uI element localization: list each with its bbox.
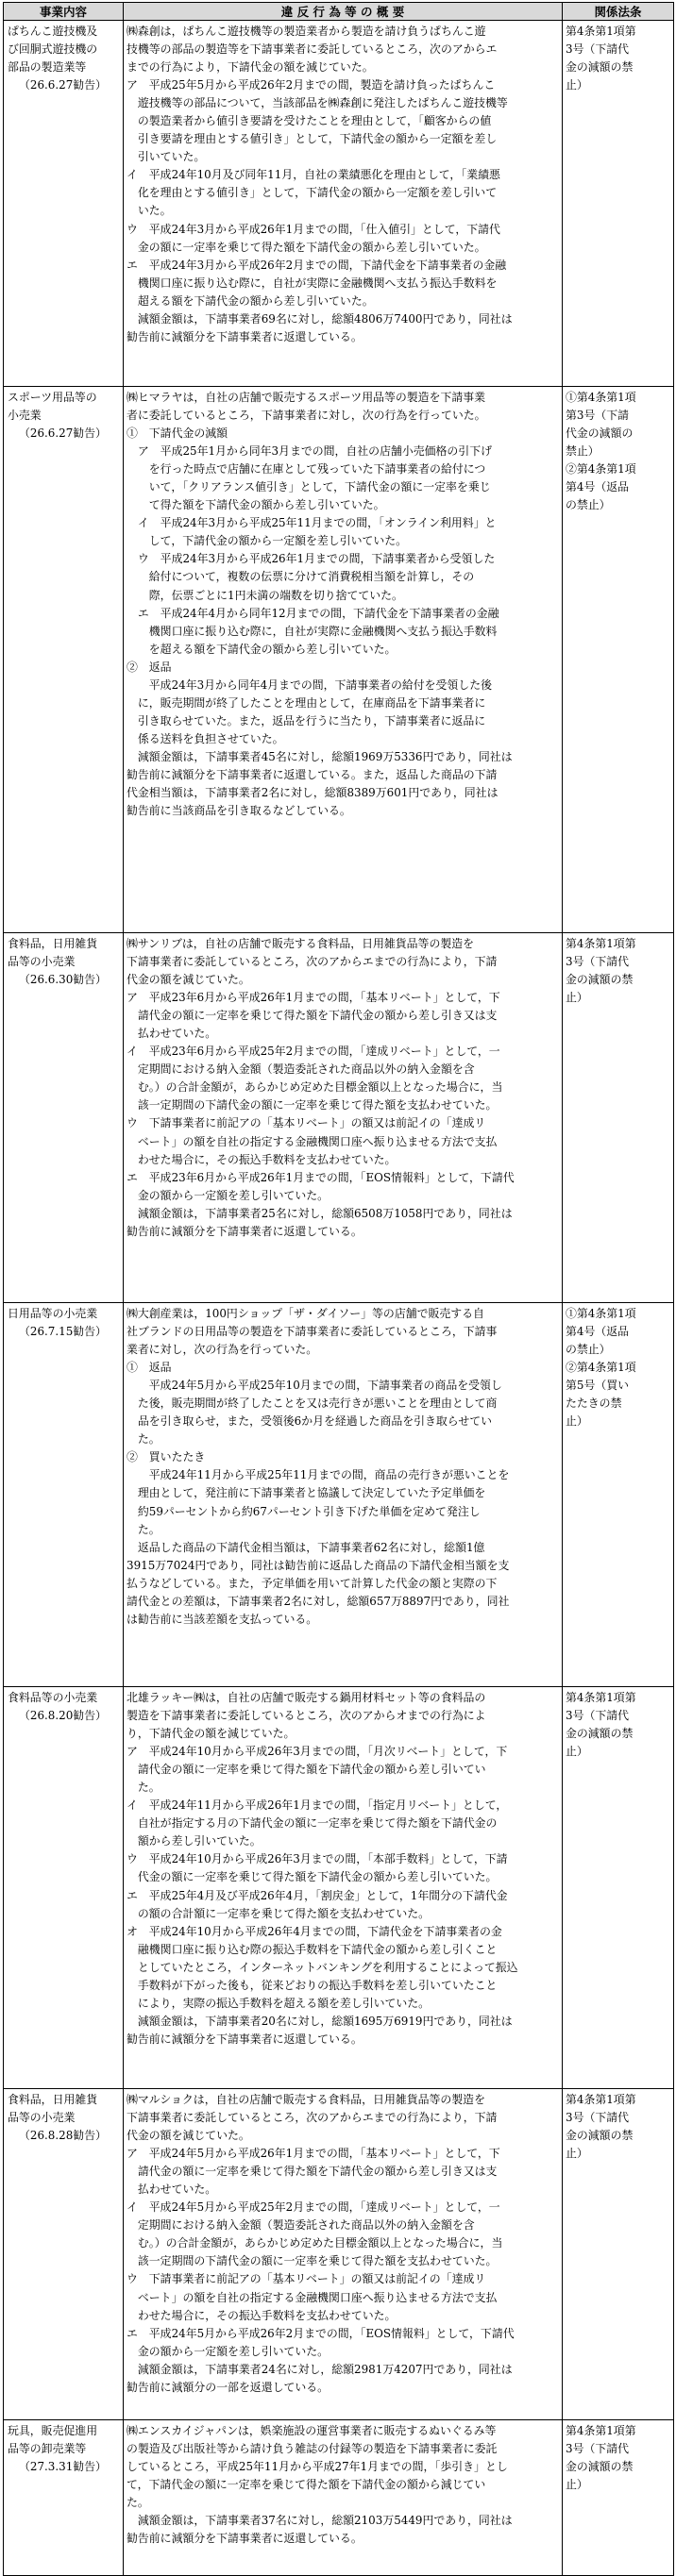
- summary-line: 勧告前に減額分の一部を返還している。: [127, 2380, 330, 2394]
- summary-line: 業者に対し，次の行為を行っていた。: [127, 1343, 318, 1357]
- summary-line: 請代金の額に一定率を乗じて得た額を下請代金の額から差し引き又は支: [127, 1009, 498, 1023]
- summary-line: ア 平成23年6月から平成26年1月までの間，「基本リベート」として，下: [127, 991, 500, 1005]
- law-article-cell: [563, 21, 674, 387]
- summary-line: 遊技機等の部品について，当該部品を㈱森創に発注したぱちんこ遊技機等: [127, 96, 508, 110]
- summary-line: ベート」の額を自社の指定する金融機関口座へ振り込ませる方法で支払: [127, 1134, 498, 1148]
- summary-line: わせた場合に，その振込手数料を支払わせていた。: [127, 2308, 397, 2322]
- business-line: 品等の小売業: [8, 2111, 76, 2125]
- business-line: 部品の製造業等: [8, 60, 87, 75]
- summary-line: 機関口座に振り込む際に，自社が実際に金融機関へ支払う振込手数料を: [127, 276, 498, 290]
- summary-line: 減額金額は，下請事業者45名に対し，総額1969万5336円であり，同社は: [127, 749, 513, 763]
- violation-summary-cell: [124, 387, 563, 933]
- recommendation-date: （26.6.30勧告）: [19, 973, 107, 987]
- law-line: 代金の減額の: [566, 427, 634, 441]
- table-body: [4, 21, 674, 2576]
- summary-line: 勧告前に減額分を下請事業者に返還している。: [127, 1224, 363, 1238]
- law-line: 金の減額の禁: [566, 973, 634, 987]
- summary-line: ウ 平成24年3月から平成26年1月までの間，下請事業者から受領した: [127, 552, 496, 566]
- business-line: 小売業: [8, 409, 42, 423]
- summary-line: 請代金の額に一定率を乗じて得た額を下請代金の額から差し引いてい: [127, 1763, 486, 1777]
- summary-line: 化を理由とする値引き」として，下請代金の額から一定額を差し引いて: [127, 186, 498, 200]
- law-line: 止）: [566, 2478, 588, 2492]
- summary-line: 代金の額に一定率を乗じて得た額を下請代金の額から差し引いていた。: [127, 1870, 498, 1884]
- summary-line: は勧告前に当該差額を支払っている。: [127, 1612, 318, 1626]
- header-violation: 違 反 行 為 等 の 概 要: [124, 3, 563, 21]
- business-line: スポーツ用品等の: [8, 391, 97, 404]
- summary-line: イ 平成24年10月及び同年11月，自社の業績悪化を理由として，「業績悪: [127, 168, 500, 182]
- summary-line: 勧告前に減額分を下請事業者に返還している。: [127, 329, 363, 343]
- summary-line: 定期間における納入金額（製造委託された商品以外の納入金額を含: [127, 1062, 475, 1077]
- law-line: の禁止）: [566, 498, 611, 512]
- summary-line: ㈱森創は，ぱちんこ遊技機等の製造業者から製造を請け負うぱちんこ遊: [127, 25, 486, 38]
- summary-line: 額から差し引いていた。: [127, 1834, 262, 1848]
- summary-line: エ 平成23年6月から平成26年1月までの間，「EOS情報料」として，下請代: [127, 1170, 515, 1184]
- violation-summary-cell: [124, 1687, 563, 2089]
- law-line: の禁止）: [566, 1343, 611, 1357]
- business-cell: [4, 2089, 124, 2420]
- business-cell: [4, 387, 124, 933]
- law-line: 第4条第1項第: [566, 2093, 636, 2106]
- law-line: 止）: [566, 1745, 588, 1759]
- summary-line: ㈱ヒマラヤは，自社の店舗で販売するスポーツ用品等の製造を下請事業: [127, 391, 486, 404]
- law-line: 第4条第1項第: [566, 2424, 636, 2437]
- summary-line: た。: [127, 1432, 161, 1447]
- summary-line: イ 平成24年3月から平成25年11月までの間，「オンライン利用料」と: [127, 516, 497, 530]
- recommendation-date: （26.6.27勧告）: [19, 427, 107, 441]
- summary-line: ア 平成24年10月から平成26年3月までの間，「月次リベート」として，下: [127, 1745, 508, 1759]
- summary-line: 給付について，複数の伝票に分けて消費税相当額を計算し，その: [127, 570, 475, 584]
- summary-line: 引いていた。: [127, 150, 206, 164]
- law-line: 第4条第1項第: [566, 1691, 636, 1704]
- summary-line: としていたところ，インターネットバンキングを利用することによって振込: [127, 1960, 518, 1974]
- summary-line: 下請事業者に委託しているところ，次のアからエまでの行為により，下請: [127, 955, 498, 969]
- summary-line: 平成24年5月から平成25年10月までの間，下請事業者の商品を受領し: [127, 1379, 502, 1393]
- summary-line: 勧告前に減額分を下請事業者に返還している。: [127, 2532, 363, 2546]
- violation-summary-cell: [124, 2420, 563, 2576]
- table-row: [4, 21, 674, 387]
- summary-line: 代金の額を減じていた。: [127, 2129, 250, 2143]
- summary-line: エ 平成24年4月から同年12月までの間，下請代金を下請事業者の金融: [127, 606, 499, 620]
- summary-line: 超える額を下請代金の額から差し引いていた。: [127, 293, 374, 308]
- summary-line: イ 平成23年6月から平成25年2月までの間，「達成リベート」として，一: [127, 1045, 500, 1059]
- summary-line: 代金の額を減じていた。: [127, 973, 250, 987]
- summary-line: 減額金額は，下請事業者20名に対し，総額1695万6919円であり，同社は: [127, 2014, 513, 2028]
- law-line: 止）: [566, 1414, 588, 1429]
- summary-line: た。: [127, 1522, 161, 1536]
- summary-line: 払わせていた。: [127, 2183, 217, 2197]
- summary-line: 品を引き取らせ，また，受領後6か月を経過した商品を引き取らせてい: [127, 1414, 492, 1429]
- summary-line: て，下請代金の額に一定率を乗じて得た額を下請代金の額から減じてい: [127, 2478, 486, 2492]
- summary-line: いて，「クリアランス値引き」として，下請代金の額に一定率を乗じ: [127, 480, 491, 494]
- summary-line: ウ 平成24年3月から平成26年1月までの間，「仕入値引」として，下請代: [127, 222, 500, 236]
- law-line: 3号（下請代: [566, 2442, 630, 2456]
- summary-line: 請代金の額に一定率を乗じて得た額を下請代金の額から差し引き又は支: [127, 2165, 498, 2179]
- summary-line: 減額金額は，下請事業者25名に対し，総額6508万1058円であり，同社は: [127, 1206, 513, 1220]
- summary-line: ウ 下請事業者に前記アの「基本リベート」の額又は前記イの「達成リ: [127, 1116, 486, 1130]
- business-line: 日用品等の小売業: [8, 1307, 98, 1320]
- table-row: [4, 2089, 674, 2420]
- summary-line: ② 返品: [127, 660, 172, 674]
- law-line: 第5号（買い: [566, 1379, 630, 1393]
- law-line: 止）: [566, 78, 588, 92]
- business-line: 食料品等の小売業: [8, 1691, 98, 1704]
- business-line: 玩具，販売促進用: [8, 2424, 98, 2437]
- summary-line: た後，販売期間が終了したことを又は売行きが悪いことを理由として商: [127, 1397, 498, 1411]
- summary-line: 請代金との差額は，下請事業者2名に対し，総額657万8897円であり，同社: [127, 1594, 510, 1608]
- law-line: 第3号（下請: [566, 409, 630, 423]
- recommendation-date: （27.3.31勧告）: [19, 2460, 107, 2474]
- summary-line: により，実際の振込手数料を超える額を差し引いていた。: [127, 1996, 431, 2010]
- summary-line: 平成24年11月から平成25年11月までの間，商品の売行きが悪いことを: [127, 1468, 510, 1482]
- business-line: び回胴式遊技機の: [8, 42, 98, 57]
- summary-line: 代金相当額は，下請事業者2名に対し，総額8389万601円であり，同社は: [127, 786, 499, 800]
- law-line: 金の減額の禁: [566, 60, 634, 75]
- law-line: 第4号（返品: [566, 1325, 630, 1339]
- header-business: 事業内容: [4, 3, 124, 21]
- summary-line: イ 平成24年5月から平成25年2月までの間，「達成リベート」として，一: [127, 2200, 500, 2215]
- law-line: 第4条第1項第: [566, 937, 636, 950]
- law-line: 金の減額の禁: [566, 1727, 634, 1741]
- law-line: ①第4条第1項: [566, 1307, 636, 1320]
- summary-line: 際，伝票ごとに1円未満の端数を切り捨てていた。: [127, 588, 403, 602]
- law-line: 金の減額の禁: [566, 2460, 634, 2474]
- violation-summary-cell: [124, 2089, 563, 2420]
- law-article-cell: [563, 933, 674, 1303]
- summary-line: 約59パーセントから約67パーセント引き下げた単価を定めて発注し: [127, 1504, 481, 1518]
- summary-line: ア 平成25年1月から同年3月までの間，自社の店舗小売価格の引下げ: [127, 444, 492, 459]
- violation-summary-cell: [124, 21, 563, 387]
- summary-line: して，下請代金の額から一定額を差し引いていた。: [127, 534, 408, 548]
- summary-line: 3915万7024円であり，同社は勧告前に返品した商品の下請代金相当額を支: [127, 1558, 510, 1572]
- summary-line: む。）の合計金額が，あらかじめ定めた目標金額以上となった場合に，当: [127, 1080, 503, 1095]
- summary-line: 平成24年3月から同年4月までの間，下請事業者の給付を受領した後: [127, 677, 492, 692]
- summary-line: 減額金額は，下請事業者69名に対し，総額4806万7400円であり，同社は: [127, 311, 513, 326]
- summary-line: 金の額から一定額を差し引いていた。: [127, 1188, 330, 1202]
- summary-line: ベート」の額を自社の指定する金融機関口座へ振り込ませる方法で支払: [127, 2290, 498, 2304]
- summary-line: 定期間における納入金額（製造委託された商品以外の納入金額を含: [127, 2218, 475, 2233]
- summary-line: ㈱エンスカイジャパンは，娯楽施設の運営事業者に販売するぬいぐるみ等: [127, 2424, 497, 2437]
- summary-line: 減額金額は，下請事業者24名に対し，総額2981万4207円であり，同社は: [127, 2362, 513, 2376]
- summary-line: エ 平成25年4月及び平成26年4月，「割戻金」として，1年間分の下請代金: [127, 1888, 508, 1902]
- summary-line: む。）の合計金額が，あらかじめ定めた目標金額以上となった場合に，当: [127, 2236, 503, 2250]
- summary-line: しているところ，平成25年11月から平成27年1月までの間，「歩引き」とし: [127, 2460, 508, 2474]
- law-line: 第4号（返品: [566, 480, 630, 494]
- summary-line: り，下請代金の額を減じていた。: [127, 1727, 296, 1741]
- summary-line: 引き取らせていた。また，返品を行うに当たり，下請事業者に返品に: [127, 713, 486, 728]
- summary-line: 手数料が下がった後も，従来どおりの振込手数料を差し引いていたこと: [127, 1978, 498, 1992]
- recommendation-date: （26.8.20勧告）: [19, 1709, 107, 1723]
- summary-line: ㈱マルショクは，自社の店舗で販売する食料品，日用雑貨品等の製造を: [127, 2093, 485, 2106]
- table-header-row: [4, 3, 674, 21]
- summary-line: を行った時点で店舗に在庫として残っていた下請事業者の給付につ: [127, 462, 486, 477]
- summary-line: た。: [127, 1781, 161, 1795]
- law-line: ①第4条第1項: [566, 391, 636, 404]
- business-line: 食料品，日用雑貨: [8, 2093, 98, 2106]
- violation-cases-table: [3, 2, 674, 2576]
- summary-line: た。: [127, 2496, 149, 2510]
- summary-line: 金の額に一定率を乗じて得た額を下請代金の額から差し引いていた。: [127, 240, 486, 254]
- summary-line: 技機等の部品の製造等を下請事業者に委託しているところ，次のアからエ: [127, 42, 498, 57]
- summary-line: 勧告前に当該商品を引き取るなどしている。: [127, 804, 351, 818]
- table-row: [4, 387, 674, 933]
- summary-line: までの行為により，下請代金の額を減じていた。: [127, 60, 374, 75]
- summary-line: の製造及び出版社等から請け負う雑誌の付録等の製造を下請事業者に委託: [127, 2442, 498, 2456]
- business-cell: [4, 21, 124, 387]
- summary-line: ア 平成25年5月から平成26年2月までの間，製造を請け負ったぱちんこ: [127, 78, 496, 92]
- violation-summary-cell: [124, 1303, 563, 1687]
- summary-line: 払うなどしている。また，予定単価を用いて計算した代金の額と実際の下: [127, 1576, 498, 1590]
- law-article-cell: [563, 387, 674, 933]
- summary-line: 社ブランドの日用品等の製造を下請事業者に委託しているところ，下請事: [127, 1325, 498, 1339]
- summary-line: に，販売期間が終了したことを理由として，在庫商品を下請事業者に: [127, 695, 486, 710]
- law-line: 第4条第1項第: [566, 25, 636, 38]
- header-law: 関係法条: [563, 3, 674, 21]
- business-cell: [4, 1687, 124, 2089]
- summary-line: の製造業者から値引き要請を受けたことを理由として，「顧客からの値: [127, 114, 492, 128]
- summary-line: 下請事業者に委託しているところ，次のアからエまでの行為により，下請: [127, 2111, 498, 2125]
- law-article-cell: [563, 1687, 674, 2089]
- summary-line: 係る送料を負担させていた。: [127, 731, 284, 745]
- recommendation-date: （26.8.28勧告）: [19, 2129, 107, 2143]
- business-line: 品等の小売業: [8, 955, 76, 969]
- table-row: [4, 1687, 674, 2089]
- recommendation-date: （26.7.15勧告）: [19, 1325, 107, 1339]
- business-line: 食料品，日用雑貨: [8, 937, 98, 950]
- summary-line: ㈱大創産業は，100円ショップ「ザ・ダイソー」等の店舗で販売する自: [127, 1307, 484, 1320]
- summary-line: 自社が指定する月の下請代金の額に一定率を乗じて得た額を下請代金の: [127, 1816, 498, 1831]
- law-line: 3号（下請代: [566, 2111, 630, 2125]
- business-line: 品等の卸売業等: [8, 2442, 87, 2456]
- summary-line: ウ 平成24年10月から平成26年3月までの間，「本部手数料」として，下請: [127, 1852, 508, 1866]
- summary-line: 払わせていた。: [127, 1027, 217, 1041]
- summary-line: 製造を下請事業者に委託しているところ，次のアからオまでの行為によ: [127, 1709, 486, 1723]
- summary-line: ㈱サンリブは，自社の店舗で販売する食料品，日用雑貨品等の製造を: [127, 937, 475, 950]
- table-row: [4, 2420, 674, 2576]
- law-line: 金の減額の禁: [566, 2129, 634, 2143]
- business-cell: [4, 2420, 124, 2576]
- law-line: たたきの禁: [566, 1397, 622, 1411]
- law-line: 止）: [566, 991, 588, 1005]
- summary-line: エ 平成24年3月から平成26年2月までの間，下請代金を下請事業者の金融: [127, 258, 507, 272]
- summary-line: て得た額を下請代金の額から差し引いていた。: [127, 498, 385, 512]
- summary-line: 返品した商品の下請代金相当額は，下請事業者62名に対し，総額1億: [127, 1540, 485, 1554]
- business-cell: [4, 933, 124, 1303]
- recommendation-date: （26.6.27勧告）: [19, 78, 107, 92]
- law-article-cell: [563, 1303, 674, 1687]
- summary-line: いた。: [127, 204, 172, 218]
- law-line: ②第4条第1項: [566, 1361, 636, 1375]
- summary-line: の額の合計額に一定率を乗じて得た額を支払わせていた。: [127, 1906, 431, 1920]
- law-line: 3号（下請代: [566, 42, 630, 57]
- summary-line: ウ 下請事業者に前記アの「基本リベート」の額又は前記イの「達成リ: [127, 2272, 486, 2286]
- law-line: 3号（下請代: [566, 955, 630, 969]
- summary-line: 該一定期間の下請代金の額に一定率を乗じて得た額を支払わせていた。: [127, 2254, 498, 2268]
- summary-line: オ 平成24年10月から平成26年4月までの間，下請代金を下請事業者の金: [127, 1924, 502, 1938]
- table-row: [4, 933, 674, 1303]
- summary-line: 融機関口座に振り込む際の振込手数料を下請代金の額から差し引くこと: [127, 1942, 498, 1956]
- business-line: ぱちんこ遊技機及: [8, 25, 98, 38]
- summary-line: を超える額を下請代金の額から差し引いていた。: [127, 642, 397, 656]
- summary-line: ② 買いたたき: [127, 1450, 206, 1464]
- summary-line: イ 平成24年11月から平成26年1月までの間，「指定月リベート」として，: [127, 1798, 508, 1813]
- summary-line: 理由として，発注前に下請事業者と協議して決定していた予定単価を: [127, 1486, 486, 1500]
- summary-line: 勧告前に減額分を下請事業者に返還している。: [127, 2032, 363, 2046]
- summary-line: 該一定期間の下請代金の額に一定率を乗じて得た額を支払わせていた。: [127, 1098, 498, 1112]
- table-row: [4, 1303, 674, 1687]
- law-line: 禁止）: [566, 444, 600, 459]
- violation-summary-cell: [124, 933, 563, 1303]
- summary-line: 勧告前に減額分を下請事業者に返還している。また，返品した商品の下請: [127, 767, 498, 781]
- summary-line: ① 下請代金の減額: [127, 427, 228, 441]
- law-article-cell: [563, 2089, 674, 2420]
- law-article-cell: [563, 2420, 674, 2576]
- summary-line: 引き要請を理由とする値引き」として，下請代金の額から一定額を差し: [127, 132, 498, 146]
- summary-line: 北雄ラッキー㈱は，自社の店舗で販売する鍋用材料セット等の食料品の: [127, 1691, 486, 1704]
- summary-line: 金の額から一定額を差し引いていた。: [127, 2344, 330, 2358]
- law-line: 止）: [566, 2147, 588, 2161]
- business-cell: [4, 1303, 124, 1687]
- summary-line: わせた場合に，その振込手数料を支払わせていた。: [127, 1152, 397, 1166]
- law-line: 3号（下請代: [566, 1709, 630, 1723]
- summary-line: 者に委託しているところ，下請事業者に対し，次の行為を行っていた。: [127, 409, 486, 423]
- summary-line: 機関口座に振り込む際に，自社が実際に金融機関へ支払う振込手数料: [127, 624, 498, 638]
- summary-line: ① 返品: [127, 1361, 172, 1375]
- law-line: ②第4条第1項: [566, 462, 636, 477]
- summary-line: 減額金額は，下請事業者37名に対し，総額2103万5449円であり，同社は: [127, 2514, 513, 2528]
- summary-line: ア 平成24年5月から平成26年1月までの間，「基本リベート」として，下: [127, 2147, 500, 2161]
- summary-line: エ 平成24年5月から平成26年2月までの間，「EOS情報料」として，下請代: [127, 2326, 515, 2340]
